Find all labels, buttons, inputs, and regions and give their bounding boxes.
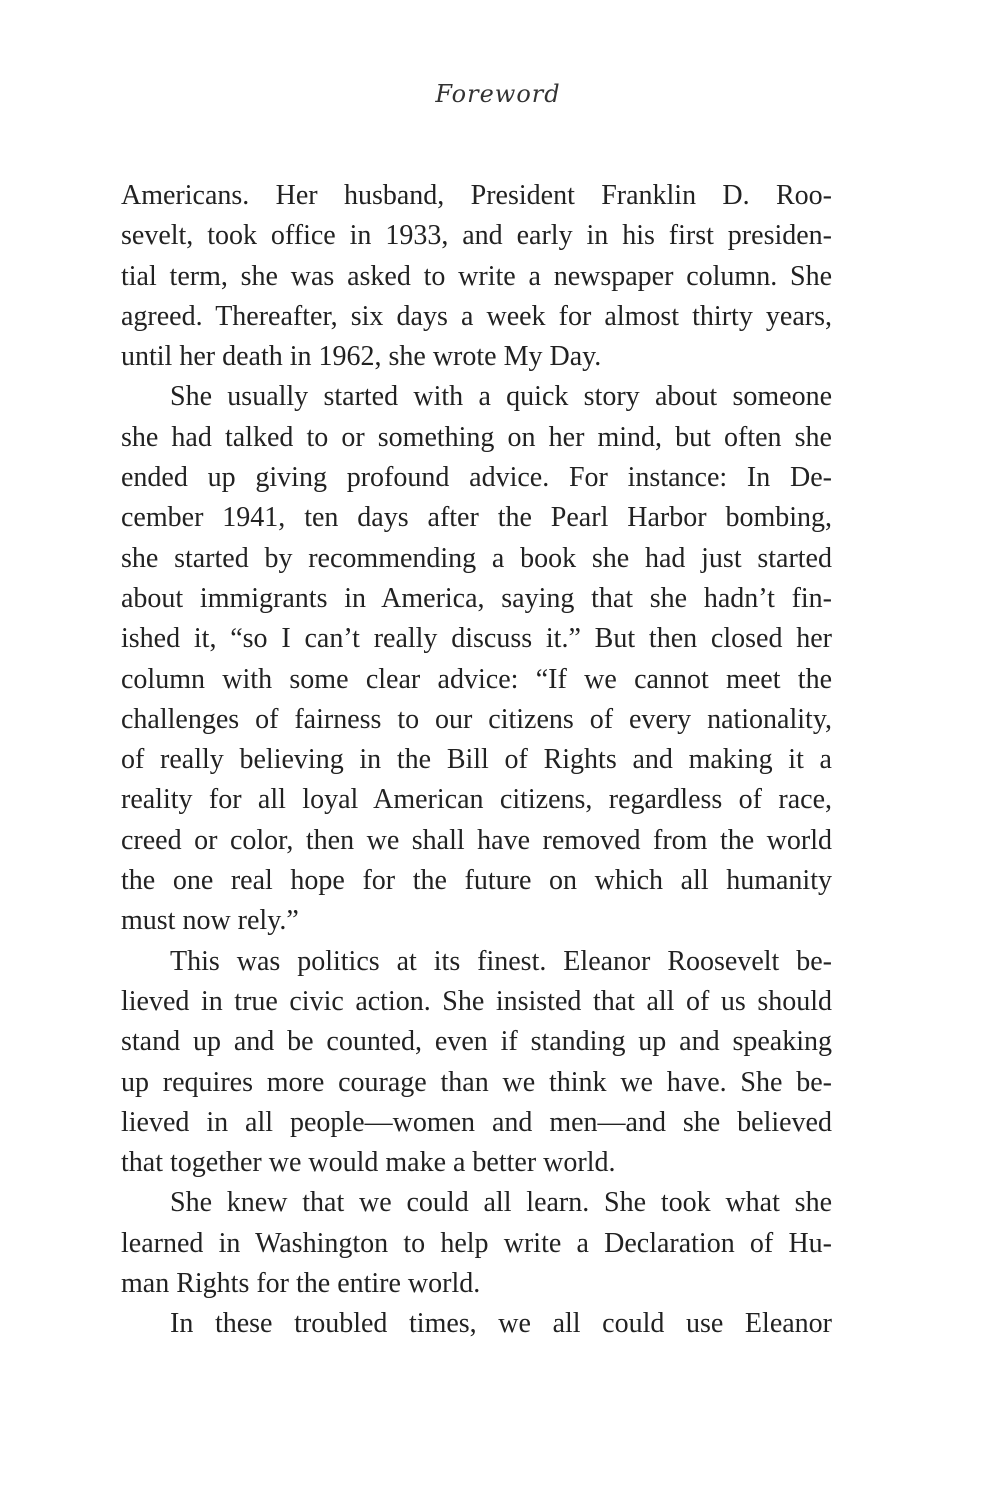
body-text — [121, 176, 832, 1345]
text-line: about immigrants in America, saying that she hadn’t fin- — [121, 582, 832, 614]
text-line: Americans. Her husband, President Franklin D. Roo- — [121, 180, 832, 211]
paragraph — [121, 1183, 832, 1304]
paragraph — [121, 942, 832, 1184]
text-line: must now rely.” — [121, 905, 299, 937]
text-line: up requires more courage than we think we have. She be- — [121, 1066, 832, 1098]
text-line: the one real hope for the future on which all humanity — [121, 865, 832, 897]
text-line: lieved in true civic action. She insisted that all of us should — [121, 985, 832, 1017]
text-line: man Rights for the entire world. — [121, 1268, 481, 1300]
text-line: reality for all loyal American citizens, regardless of race, — [121, 784, 832, 816]
text-line: This was politics at its finest. Eleanor Roosevelt be- — [170, 945, 832, 977]
text-line: cember 1941, ten days after the Pearl Harbor bombing, — [121, 502, 832, 534]
text-line: She knew that we could all learn. She took what she — [170, 1187, 832, 1219]
text-line: ended up giving profound advice. For instance: In De- — [121, 462, 832, 494]
text-line: tial term, she was asked to write a newspaper column. She — [121, 260, 832, 292]
text-line: stand up and be counted, even if standing up and speaking — [121, 1026, 832, 1058]
paragraph — [121, 1304, 832, 1344]
text-line: learned in Washington to help write a Declaration of Hu- — [121, 1227, 832, 1259]
text-line: sevelt, took office in 1933, and early in his first presiden- — [121, 220, 832, 252]
paragraph — [121, 377, 832, 941]
text-line: creed or color, then we shall have removed from the world — [121, 824, 832, 856]
text-line: column with some clear advice: “If we cannot meet the — [121, 663, 832, 695]
text-line: agreed. Thereafter, six days a week for almost thirty years, — [121, 300, 832, 332]
text-line: ished it, “so I can’t really discuss it.” But then closed her — [121, 623, 832, 655]
paragraph — [121, 176, 832, 377]
text-line: until her death in 1962, she wrote My Day. — [121, 341, 602, 373]
text-line: she had talked to or something on her mind, but often she — [121, 421, 832, 453]
text-line: that together we would make a better world. — [121, 1147, 616, 1179]
text-line: of really believing in the Bill of Rights and making it a — [121, 744, 832, 776]
text-line: In these troubled times, we all could use Eleanor — [170, 1308, 832, 1340]
text-line: she started by recommending a book she had just started — [121, 542, 832, 574]
running-head: Foreword — [435, 80, 561, 108]
text-line: challenges of fairness to our citizens of every nationality, — [121, 703, 832, 735]
text-line: She usually started with a quick story about someone — [170, 381, 832, 413]
text-line: lieved in all people—women and men—and she believed — [121, 1106, 832, 1138]
